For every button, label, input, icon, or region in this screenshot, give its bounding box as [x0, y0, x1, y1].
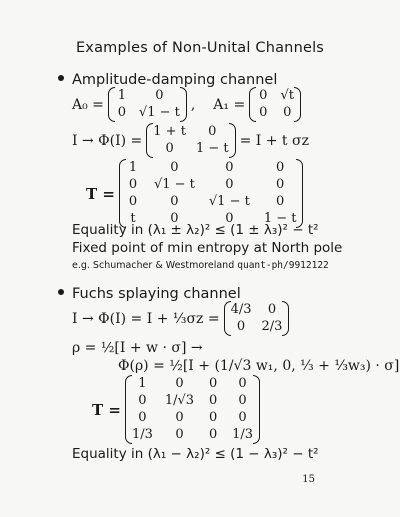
- matrix-cell: 0: [175, 427, 184, 442]
- page-number: 15: [302, 474, 315, 485]
- matrix-cell: 0: [170, 160, 179, 175]
- matrix-cell: 0: [276, 194, 285, 209]
- matrix-cell: 0: [238, 376, 247, 391]
- matrix-cell: 1: [138, 376, 147, 391]
- matrix-cell: 1 − t: [263, 211, 297, 226]
- equality-condition-2: Equality in (λ₁ − λ₂)² ≤ (1 − λ₃)² − t²: [72, 446, 319, 462]
- matrix-cell: 0: [175, 410, 184, 425]
- T-label: T =: [86, 184, 115, 203]
- matrix-cell: 0: [259, 88, 268, 103]
- fuchs-map-row: [72, 302, 289, 335]
- matrix-cell: 1: [128, 160, 138, 175]
- matrix-cell: 1/3: [131, 427, 153, 442]
- fuchs-T-matrix-row: [92, 376, 260, 443]
- matrix-cell: 0: [128, 194, 138, 209]
- phi-rho-line: Φ(ρ) = ½[I + (1/√3 w₁, 0, ⅓ + ⅓w₃) · σ]: [118, 358, 400, 374]
- matrix-cell: t: [130, 211, 136, 226]
- map-lhs: I → Φ(I) =: [72, 132, 143, 149]
- matrix-cell: 0: [170, 211, 179, 226]
- section2-heading: Fuchs splaying channel: [72, 286, 241, 302]
- reference-code: quant-ph/9912122: [237, 260, 329, 271]
- matrix-cell: 0: [276, 160, 285, 175]
- matrix-cell: 4/3: [230, 302, 252, 317]
- comma: ,: [190, 96, 196, 113]
- matrix-cell: 0: [138, 393, 147, 408]
- matrix-cell: √1 − t: [208, 194, 250, 209]
- matrix-cell: 0: [208, 410, 218, 425]
- matrix-cell: 0: [128, 177, 138, 192]
- bullet-icon: [58, 75, 64, 81]
- matrix-cell: 0: [208, 376, 218, 391]
- A1-matrix: [249, 88, 301, 121]
- matrix-cell: 0: [165, 141, 174, 156]
- A1-label: A₁ =: [213, 96, 246, 113]
- matrix-cell: 0: [225, 160, 234, 175]
- fuchs-T-matrix: [125, 376, 260, 443]
- phi-I-matrix: [146, 124, 235, 157]
- matrix-cell: √1 − t: [153, 177, 195, 192]
- matrix-cell: 0: [117, 105, 127, 120]
- bullet-icon: [58, 289, 64, 295]
- kraus-operators-row: [72, 88, 301, 121]
- matrix-cell: 0: [238, 393, 247, 408]
- reference-text: e.g. Schumacher & Westmoreland: [72, 260, 238, 271]
- matrix-cell: 1: [117, 88, 127, 103]
- section1-heading: Amplitude-damping channel: [72, 72, 278, 88]
- matrix-cell: 0: [208, 427, 218, 442]
- matrix-cell: 0: [138, 410, 147, 425]
- matrix-cell: √t: [280, 88, 294, 103]
- fuchs-phi-I-matrix: [224, 302, 290, 335]
- matrix-cell: 0: [238, 410, 247, 425]
- fixed-point-note: Fixed point of min entropy at North pole: [72, 240, 343, 256]
- matrix-cell: 0: [225, 211, 234, 226]
- slide-title: Examples of Non-Unital Channels: [75, 40, 325, 56]
- rho-line: ρ = ½[I + w · σ] →: [72, 340, 203, 356]
- T-matrix-row: [86, 160, 303, 227]
- matrix-cell: √1 − t: [138, 105, 180, 120]
- matrix-cell: 0: [175, 376, 184, 391]
- matrix-cell: 0: [208, 393, 218, 408]
- T-matrix: [119, 160, 304, 227]
- map-rhs: = I + t σz: [239, 132, 309, 149]
- matrix-cell: 0: [236, 319, 246, 334]
- matrix-cell: 0: [283, 105, 292, 120]
- matrix-cell: 0: [267, 302, 277, 317]
- matrix-cell: 0: [276, 177, 285, 192]
- matrix-cell: 1/√3: [164, 393, 195, 408]
- matrix-cell: 1/3: [232, 427, 254, 442]
- matrix-cell: 2/3: [261, 319, 283, 334]
- fuchs-T-label: T =: [92, 400, 121, 419]
- matrix-cell: 0: [259, 105, 268, 120]
- A0-label: A₀ =: [72, 96, 104, 113]
- section1-heading-row: [58, 72, 277, 88]
- matrix-cell: 1 + t: [153, 124, 186, 139]
- matrix-cell: 0: [225, 177, 234, 192]
- matrix-cell: 0: [208, 124, 217, 139]
- matrix-cell: 1 − t: [195, 141, 229, 156]
- identity-map-row: [72, 124, 309, 157]
- reference: [72, 260, 329, 271]
- equality-condition-1: Equality in (λ₁ ± λ₂)² ≤ (1 ± λ₃)² − t²: [72, 222, 319, 238]
- A0-matrix: [108, 88, 187, 121]
- matrix-cell: 0: [155, 88, 164, 103]
- matrix-cell: 0: [170, 194, 179, 209]
- fuchs-map-lhs: I → Φ(I) = I + ⅓σz =: [72, 310, 220, 327]
- section2-heading-row: [58, 286, 241, 302]
